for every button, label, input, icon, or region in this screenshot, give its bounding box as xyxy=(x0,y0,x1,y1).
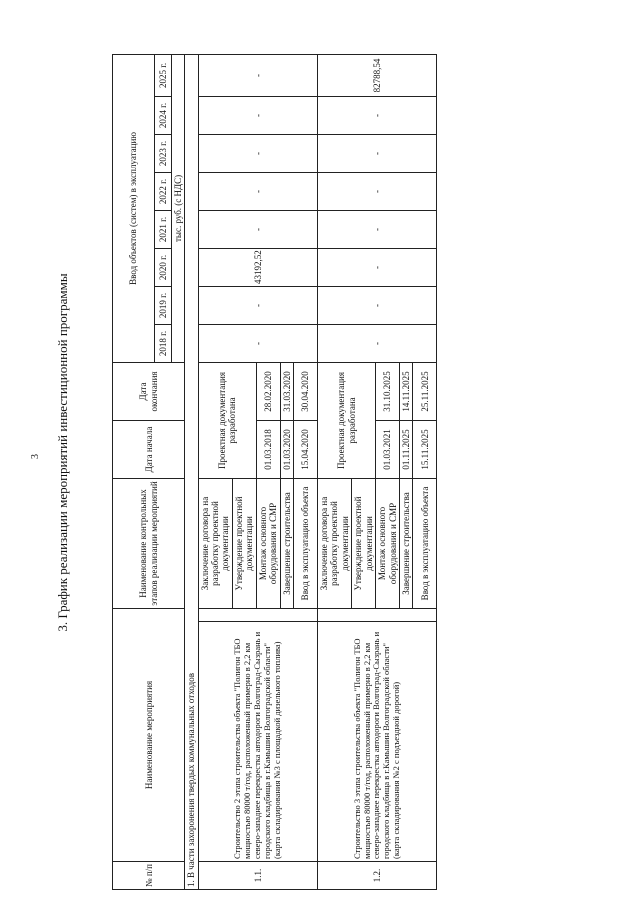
stage-cell: Ввод в эксплуатацию объекта xyxy=(294,478,318,608)
header-year: 2025 г. xyxy=(155,54,172,96)
value-cell: - xyxy=(198,324,317,362)
header-year: 2022 г. xyxy=(155,172,172,210)
header-stages: Наименование контрольных этапов реализации мероприятий xyxy=(113,478,185,608)
date-cell: 30.04.2020 xyxy=(294,362,318,420)
header-year: 2023 г. xyxy=(155,134,172,172)
header-event: Наименование мероприятия xyxy=(113,608,185,861)
stage-cell: Завершение строительства xyxy=(280,478,293,608)
header-year: 2024 г. xyxy=(155,96,172,134)
value-cell: 43192,52 xyxy=(198,248,317,286)
date-cell: 28.02.2020 xyxy=(256,362,280,420)
value-cell: - xyxy=(198,54,317,96)
stage-cell: Ввод в эксплуатацию объекта xyxy=(413,478,437,608)
design-note: Проектная документация разработана xyxy=(318,362,376,478)
header-start-date: Дата начала xyxy=(113,420,185,478)
header-end-date: Дата окончания xyxy=(113,362,185,420)
design-note: Проектная документация разработана xyxy=(198,362,256,478)
date-cell: 15.11.2025 xyxy=(413,420,437,478)
date-cell: 01.03.2020 xyxy=(280,420,293,478)
header-unit: тыс. руб. (с НДС) xyxy=(172,54,185,362)
event-description: Строительство 3 этапа строительства объекта "Полигон ТБО мощностью 80000 т/год, расположенный примерно в 2,2 км северо-западнее перекрестка автодороги Волгоград-Сызрань и городского кладбища в г.Камышин Волгоградской области" (карта складирования №2 с подъездной дорогой) xyxy=(318,622,437,862)
date-cell: 25.11.2025 xyxy=(413,362,437,420)
date-cell: 01.03.2018 xyxy=(256,420,280,478)
page-title: 3. График реализации мероприятий инвестиционной программы xyxy=(55,273,70,632)
header-year: 2020 г. xyxy=(155,248,172,286)
row-number: 1.1. xyxy=(198,862,317,890)
header-year: 2021 г. xyxy=(155,210,172,248)
value-cell: - xyxy=(318,286,437,324)
stage-cell: Заключение договора на разработку проектной документации xyxy=(198,478,232,608)
value-cell: 82788,54 xyxy=(318,54,437,96)
row-number: 1.2. xyxy=(318,862,437,890)
stage-cell: Утверждение проектной документации xyxy=(352,478,376,608)
date-cell: 01.11.2025 xyxy=(400,420,413,478)
value-cell: - xyxy=(318,248,437,286)
date-cell: 31.03.2020 xyxy=(280,362,293,420)
section-title: 1. В части захоронения твердых коммунальных отходов xyxy=(185,54,198,889)
stage-cell: Монтаж основного оборудования и СМР xyxy=(376,478,400,608)
event-description: Строительство 2 этапа строительства объекта "Полигон ТБО мощностью 80000 т/год, расположенный примерно в 2,2 км северо-западнее перекрестка автодороги Волгоград-Сызрань и городского кладбища в г.Камышин Волгоградской области" (карта складирования №3 с площадкой дизельного топлива) xyxy=(198,622,317,862)
page-number: 3 xyxy=(30,454,41,459)
stage-cell: Заключение договора на разработку проектной документации xyxy=(318,478,352,608)
value-cell: - xyxy=(318,172,437,210)
stage-cell: Монтаж основного оборудования и СМР xyxy=(256,478,280,608)
stage-cell: Утверждение проектной документации xyxy=(232,478,256,608)
date-cell: 15.04.2020 xyxy=(294,420,318,478)
header-year: 2019 г. xyxy=(155,286,172,324)
value-cell: - xyxy=(198,134,317,172)
date-cell: 14.11.2025 xyxy=(400,362,413,420)
header-num: № п/п xyxy=(113,862,185,890)
value-cell: - xyxy=(318,210,437,248)
value-cell: - xyxy=(198,286,317,324)
header-commission: Ввод объектов (систем) в эксплуатацию xyxy=(113,54,155,362)
header-year: 2018 г. xyxy=(155,324,172,362)
value-cell: - xyxy=(198,210,317,248)
value-cell: - xyxy=(318,324,437,362)
schedule-table xyxy=(112,54,437,890)
stage-cell: Завершение строительства xyxy=(400,478,413,608)
value-cell: - xyxy=(318,134,437,172)
value-cell: - xyxy=(198,172,317,210)
value-cell: - xyxy=(318,96,437,134)
date-cell: 31.10.2025 xyxy=(376,362,400,420)
date-cell: 01.03.2021 xyxy=(376,420,400,478)
value-cell: - xyxy=(198,96,317,134)
